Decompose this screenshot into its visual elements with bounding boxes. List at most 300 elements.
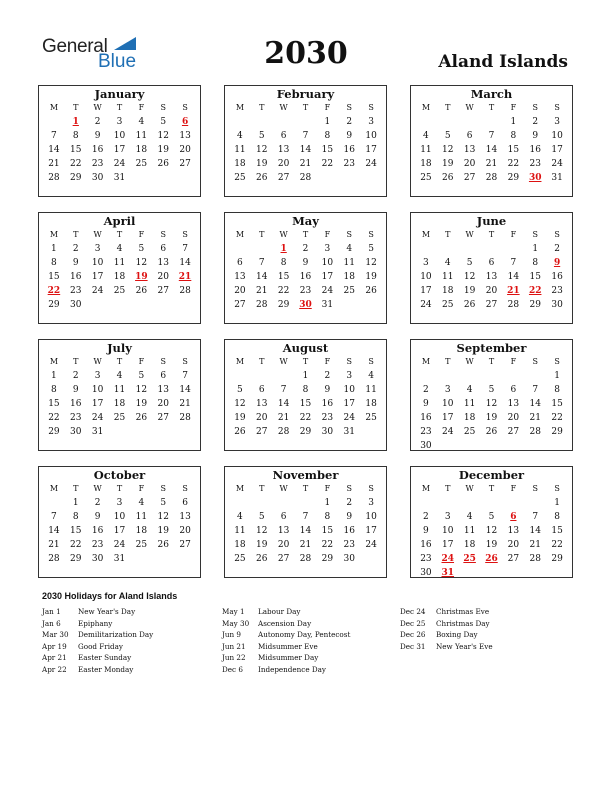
day-cell: 13 [234,272,246,282]
empty-cell [229,369,251,383]
weekday-header: S [182,484,188,493]
empty-cell [273,115,295,129]
day-cell: 10 [420,272,432,282]
day-cell: 6 [160,371,167,381]
holiday-name: Epiphany [78,618,113,628]
holiday-name: New Year's Day [78,607,136,616]
weekday-header: F [324,484,331,493]
holiday-column [222,607,350,676]
weekday-header: W [93,103,102,112]
month-day-grid [411,355,572,453]
empty-cell [273,496,295,510]
weekday-header: T [259,357,265,366]
holiday-row [222,619,350,631]
holiday-name: Christmas Eve [436,607,490,616]
day-cell: 11 [463,526,476,536]
day-cell: 26 [256,554,268,564]
weekday-header: W [93,484,102,493]
day-cell: 20 [507,540,520,550]
day-cell: 26 [234,427,246,437]
day-cell: 25 [113,286,126,296]
holiday-day-cell: 9 [553,258,561,268]
day-cell: 10 [343,385,355,395]
weekday-header: S [554,103,560,112]
empty-cell [524,496,546,510]
day-cell: 5 [138,244,145,254]
day-cell: 17 [442,413,454,423]
holiday-row [222,607,350,619]
empty-cell [459,242,481,256]
day-cell: 1 [324,117,331,127]
day-cell: 28 [507,300,520,310]
day-cell: 23 [551,286,563,296]
holiday-name: New Year's Eve [436,641,493,651]
empty-cell [415,369,437,383]
day-cell: 24 [365,159,377,169]
day-cell: 24 [420,300,432,310]
month-day-grid [225,482,386,566]
day-cell: 23 [70,286,82,296]
weekday-header: S [346,103,352,112]
holiday-day-cell: 1 [280,244,287,254]
day-cell: 16 [91,526,104,536]
day-cell: 11 [420,145,432,155]
day-cell: 13 [277,145,290,155]
day-cell: 8 [510,131,517,141]
day-cell: 13 [277,526,290,536]
month-name: November [272,468,339,482]
day-cell: 12 [485,399,498,409]
month-january [38,85,201,197]
day-cell: 12 [135,258,148,268]
day-cell: 3 [116,117,123,127]
month-name: October [93,468,146,482]
day-cell: 14 [277,399,290,409]
day-cell: 8 [532,258,539,268]
empty-cell [229,496,251,510]
day-cell: 18 [420,159,432,169]
month-name: August [282,341,329,355]
holiday-row [400,619,493,631]
month-day-grid [225,355,386,439]
day-cell: 27 [234,300,246,310]
month-april [38,212,201,324]
day-cell: 14 [179,258,191,268]
holiday-day-cell: 1 [72,117,79,127]
day-cell: 31 [91,427,104,437]
weekday-header: M [49,357,59,366]
weekday-header: T [302,484,309,493]
day-cell: 3 [423,258,429,268]
weekday-header: S [368,103,374,112]
day-cell: 12 [157,131,169,141]
logo-text-blue: Blue [98,51,137,72]
day-cell: 30 [343,554,355,564]
holiday-row [42,642,153,654]
day-cell: 23 [420,554,432,564]
weekday-header: T [302,230,309,239]
day-cell: 12 [256,145,268,155]
day-cell: 29 [48,427,60,437]
day-cell: 2 [72,244,79,254]
month-october [38,466,201,578]
weekday-header: T [73,357,79,366]
holiday-row [222,653,350,665]
weekday-header: S [160,357,166,366]
weekday-header: F [324,357,331,366]
day-cell: 4 [237,131,243,141]
day-cell: 16 [343,145,355,155]
day-cell: 20 [234,286,246,296]
day-cell: 27 [256,427,268,437]
weekday-header: M [235,103,245,112]
day-cell: 19 [485,540,498,550]
day-cell: 17 [420,286,432,296]
month-name: February [276,87,335,101]
day-cell: 11 [135,512,148,522]
day-cell: 3 [444,512,451,522]
day-cell: 19 [485,413,498,423]
day-cell: 29 [277,300,290,310]
weekday-header: M [235,357,245,366]
holiday-row [42,607,153,619]
weekday-header: M [49,103,59,112]
day-cell: 21 [299,159,312,169]
day-cell: 5 [488,385,495,395]
day-cell: 13 [157,385,169,395]
weekday-header: M [421,103,431,112]
day-cell: 16 [529,145,541,155]
day-cell: 11 [463,399,476,409]
logo-text-general: General [42,36,108,57]
day-cell: 2 [324,371,331,381]
weekday-header: M [235,484,245,493]
holiday-name: Labour Day [258,607,301,616]
day-cell: 9 [302,258,309,268]
weekday-header: F [510,230,517,239]
weekday-header: F [138,484,145,493]
weekday-header: F [138,230,145,239]
day-cell: 27 [507,427,520,437]
empty-cell [229,115,251,129]
day-cell: 16 [321,399,334,409]
day-cell: 22 [299,413,312,423]
day-cell: 7 [182,244,188,254]
day-cell: 26 [485,427,498,437]
day-cell: 19 [157,145,169,155]
day-cell: 18 [234,540,246,550]
weekday-header: T [445,103,451,112]
day-cell: 25 [442,300,454,310]
day-cell: 25 [234,173,246,183]
month-june [410,212,573,324]
day-cell: 30 [551,300,563,310]
weekday-header: S [368,484,374,493]
day-cell: 22 [48,413,60,423]
holiday-day-cell: 21 [178,272,192,282]
day-cell: 3 [554,117,560,127]
weekday-header: M [421,484,431,493]
day-cell: 28 [485,173,498,183]
empty-cell [229,242,251,256]
day-cell: 1 [554,498,560,508]
holiday-row [222,665,350,677]
day-cell: 10 [442,399,454,409]
day-cell: 18 [365,399,377,409]
weekday-header: S [346,357,352,366]
day-cell: 20 [277,540,290,550]
weekday-header: F [510,357,517,366]
empty-cell [502,496,524,510]
weekday-header: T [73,484,79,493]
holiday-date: Mar 30 [42,630,69,639]
month-november [224,466,387,578]
holiday-row [42,630,153,642]
day-cell: 31 [113,554,126,564]
holiday-row [222,630,350,642]
holiday-name: Easter Monday [78,664,134,674]
day-cell: 24 [321,286,334,296]
day-cell: 11 [113,258,126,268]
empty-cell [524,369,546,383]
day-cell: 1 [554,371,560,381]
holiday-date: Apr 21 [42,653,67,662]
day-cell: 19 [256,540,268,550]
day-cell: 28 [48,173,60,183]
day-cell: 23 [321,413,334,423]
day-cell: 20 [256,413,268,423]
day-cell: 1 [51,371,57,381]
holiday-date: Apr 19 [42,641,67,651]
day-cell: 22 [70,540,82,550]
weekday-header: S [182,103,188,112]
day-cell: 2 [346,498,353,508]
weekday-header: T [259,484,265,493]
day-cell: 3 [94,244,101,254]
day-cell: 10 [113,512,126,522]
day-cell: 30 [321,427,334,437]
month-day-grid [411,101,572,185]
weekday-header: W [93,357,102,366]
day-cell: 30 [420,568,432,578]
day-cell: 21 [179,399,191,409]
holiday-name: Easter Sunday [78,653,132,662]
day-cell: 25 [113,413,126,423]
day-cell: 24 [113,159,126,169]
day-cell: 4 [138,498,145,508]
weekday-header: T [445,357,451,366]
day-cell: 7 [302,512,309,522]
day-cell: 18 [113,272,126,282]
empty-cell [481,369,503,383]
empty-cell [251,242,273,256]
day-cell: 16 [299,272,312,282]
day-cell: 31 [343,427,355,437]
day-cell: 5 [160,117,167,127]
month-day-grid [411,482,572,580]
day-cell: 20 [157,272,169,282]
day-cell: 14 [507,272,520,282]
month-name: March [470,87,513,101]
day-cell: 18 [135,145,148,155]
day-cell: 1 [302,371,309,381]
day-cell: 9 [346,512,353,522]
day-cell: 7 [532,512,539,522]
day-cell: 25 [135,540,148,550]
day-cell: 31 [321,300,334,310]
day-cell: 5 [466,258,473,268]
day-cell: 14 [299,145,312,155]
day-cell: 12 [485,526,498,536]
day-cell: 28 [179,413,191,423]
day-cell: 15 [321,526,334,536]
month-name: June [476,214,507,228]
day-cell: 17 [113,145,126,155]
day-cell: 4 [466,385,473,395]
day-cell: 13 [179,131,191,141]
day-cell: 21 [299,540,312,550]
day-cell: 20 [179,145,191,155]
day-cell: 18 [343,272,355,282]
day-cell: 22 [277,286,290,296]
day-cell: 1 [51,244,57,254]
day-cell: 24 [551,159,563,169]
day-cell: 14 [529,526,541,536]
empty-cell [437,242,459,256]
day-cell: 3 [94,371,101,381]
holiday-name: Independence Day [258,664,326,674]
day-cell: 10 [365,131,377,141]
day-cell: 5 [138,371,145,381]
day-cell: 13 [485,272,498,282]
holiday-day-cell: 30 [299,300,312,310]
day-cell: 25 [234,554,246,564]
day-cell: 10 [113,131,126,141]
day-cell: 1 [510,117,517,127]
day-cell: 3 [324,244,331,254]
day-cell: 27 [463,173,476,183]
day-cell: 8 [51,258,57,268]
day-cell: 3 [368,117,374,127]
day-cell: 17 [343,399,355,409]
holiday-row [222,642,350,654]
day-cell: 20 [485,286,498,296]
day-cell: 15 [321,145,334,155]
month-march [410,85,573,197]
day-cell: 18 [442,286,454,296]
weekday-header: S [554,357,560,366]
day-cell: 4 [444,258,451,268]
day-cell: 22 [321,159,334,169]
day-cell: 7 [280,385,287,395]
day-cell: 23 [343,540,355,550]
day-cell: 25 [420,173,432,183]
day-cell: 15 [70,145,82,155]
day-cell: 18 [113,399,126,409]
holiday-day-cell: 6 [181,117,189,127]
day-cell: 19 [234,413,246,423]
day-cell: 5 [444,131,451,141]
empty-cell [251,496,273,510]
day-cell: 5 [258,131,265,141]
day-cell: 17 [321,272,334,282]
day-cell: 7 [532,385,539,395]
year-title: 2030 [264,36,348,71]
holiday-row [400,607,493,619]
day-cell: 7 [488,131,495,141]
day-cell: 11 [234,145,246,155]
day-cell: 27 [277,173,290,183]
empty-cell [295,115,317,129]
day-cell: 12 [463,272,476,282]
holiday-row [400,642,493,654]
day-cell: 27 [157,286,169,296]
day-cell: 7 [182,371,188,381]
day-cell: 11 [135,131,148,141]
day-cell: 30 [91,173,104,183]
day-cell: 29 [299,427,312,437]
day-cell: 25 [365,413,377,423]
day-cell: 18 [234,159,246,169]
day-cell: 13 [256,399,268,409]
day-cell: 30 [91,554,104,564]
day-cell: 20 [157,399,169,409]
holiday-day-cell: 6 [510,512,517,522]
day-cell: 13 [507,526,520,536]
day-cell: 29 [70,554,82,564]
day-cell: 29 [529,300,541,310]
day-cell: 8 [302,385,309,395]
day-cell: 17 [91,272,104,282]
day-cell: 19 [463,286,476,296]
day-cell: 2 [554,244,560,254]
holiday-date: Jan 6 [42,618,61,628]
month-day-grid [39,228,200,312]
day-cell: 18 [135,526,148,536]
holiday-date: Dec 25 [400,618,426,628]
day-cell: 23 [91,159,104,169]
day-cell: 11 [343,258,355,268]
day-cell: 14 [529,399,541,409]
empty-cell [415,242,437,256]
month-day-grid [39,482,200,566]
holiday-day-cell: 21 [507,286,520,296]
day-cell: 9 [72,385,79,395]
weekday-header: T [488,484,495,493]
holiday-date: Dec 26 [400,630,426,639]
day-cell: 16 [70,272,82,282]
day-cell: 11 [442,272,454,282]
day-cell: 16 [91,145,104,155]
weekday-header: S [532,357,538,366]
empty-cell [481,242,503,256]
weekday-header: T [259,230,265,239]
day-cell: 2 [94,498,101,508]
holiday-day-cell: 31 [441,568,455,578]
day-cell: 5 [258,512,265,522]
country-title: Aland Islands [438,52,568,72]
empty-cell [43,115,65,129]
empty-cell [415,115,437,129]
holiday-date: May 1 [222,607,245,616]
day-cell: 6 [280,512,287,522]
day-cell: 13 [157,258,169,268]
empty-cell [437,115,459,129]
month-name: May [292,214,319,228]
day-cell: 27 [179,159,191,169]
day-cell: 19 [135,399,148,409]
weekday-header: T [116,357,123,366]
